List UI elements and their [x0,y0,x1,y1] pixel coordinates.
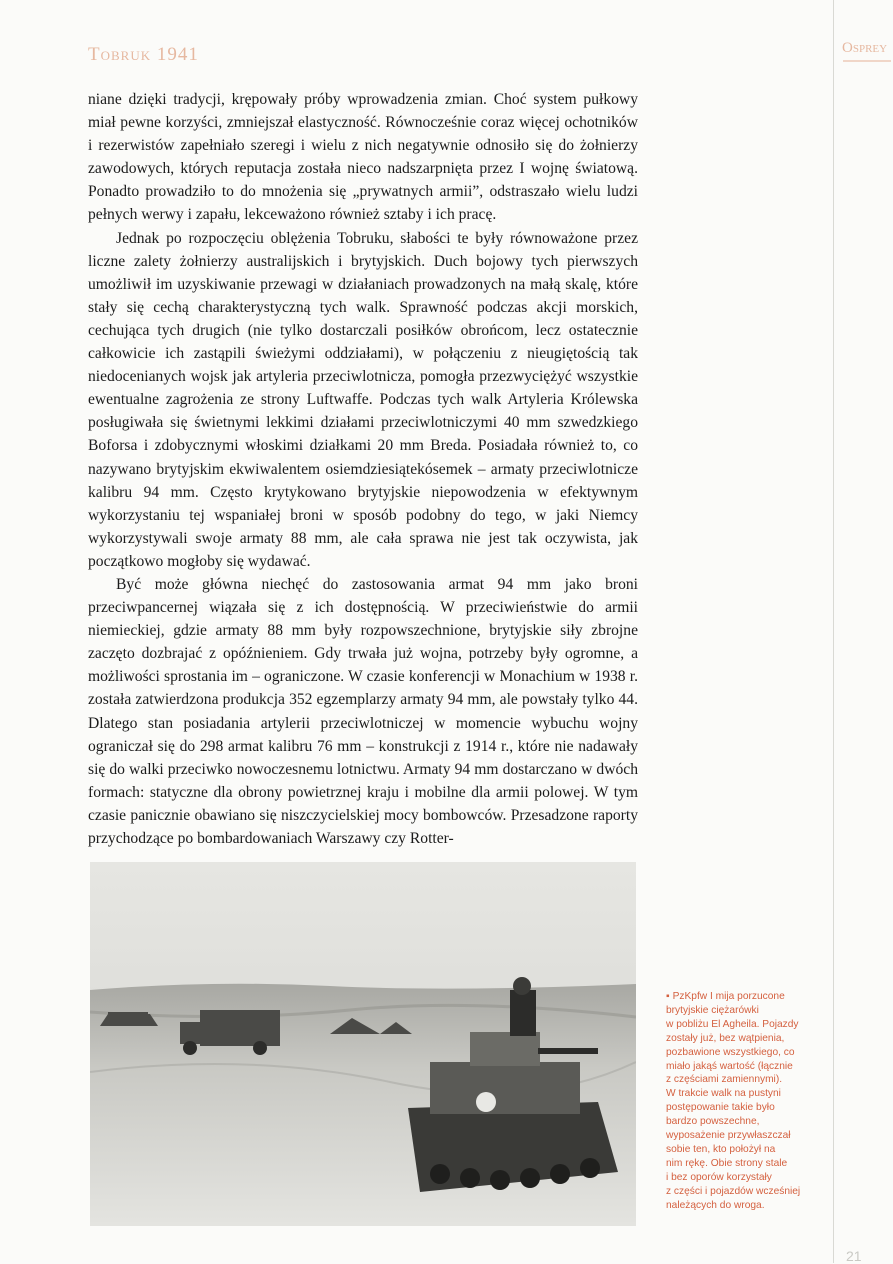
caption-line: bardzo powszechne, [666,1116,760,1128]
caption-line: należących do wroga. [666,1199,765,1211]
caption-line: zostały już, bez wątpienia, [666,1032,785,1044]
running-head: Tobruk 1941 [88,44,199,65]
caption-line: z częściami zamiennymi). [666,1074,783,1086]
paragraph-2: Jednak po rozpoczęciu oblężenia Tobruku, słabości te były równoważone przez liczne zalety żołnierzy australijskich i brytyjskich. Duch bojowy tych pierwszych umożliwił im uzyskiwanie przewagi w działaniach prowadzonych na małą skalę, które stały się cechą charakterystyczną tych walk. Sprawność podczas akcji morskich, cechująca tych drugich (nie tylko dostarczali posiłków obrońcom, lecz ostatecznie całkowicie ich zastąpili świeżymi oddziałami), w połączeniu z nieugiętością tak niedocenianych wojsk jak artyleria przeciwlotnicza, pomogła przezwyciężyć wszystkie ewentualne zagrożenia ze strony Luftwaffe. Podczas tych walk Artyleria Królewska posługiwała się świetnymi lekkimi działami przeciwlotniczymi 40 mm szwedzkiego Boforsa i zdobycznymi włoskimi działkami 20 mm Breda. Posiadała również to, co nazywano brytyjskim ekwiwalentem osiemdziesiątekósemek – armaty przeciwlotnicze kalibru 94 mm. Często krytykowano brytyjskie niepowodzenia w efektywnym wykorzystaniu tej wspaniałej broni w sposób podobny do tego, w jaki Niemcy wykorzystywali swoje armaty 88 mm, ale cała sprawa nie jest tak oczywista, jak początkowo mogłoby się wydawać. [88,229,638,570]
caption-line: pozbawione wszystkiego, co [666,1046,795,1058]
desert-tank-photo [90,862,636,1226]
paragraph-1: niane dzięki tradycji, krępowały próby wprowadzenia zmian. Choć system pułkowy miał pewne korzyści, zmniejszał elastyczność. Równocześnie coraz więcej ochotników i rezerwistów zapełniało szeregi i wielu z nich negatywnie odnosiło się do żołnierzy zawodowych, których reputacja została nieco nadszarpnięta przez I wojnę światową. Ponadto prowadziło to do mnożenia się „prywatnych armii”, odstraszało wielu ludzi pełnych werwy i zapału, lekceważono również sztaby i ich pracę. [88,91,638,224]
caption-line: brytyjskie ciężarówki [666,1004,759,1016]
publisher-mark: Osprey [842,40,888,56]
caption-line: miało jakąś wartość (łącznie [666,1060,793,1072]
photo-caption [666,990,830,1213]
caption-line: w pobliżu El Agheila. Pojazdy [666,1018,799,1030]
paragraph-3: Być może główna niechęć do zastosowania armat 94 mm jako broni przeciwpancernej wiązała się z ich dostępnością. W przeciwieństwie do armii niemieckiej, gdzie armaty 88 mm były rozpowszechnione, brytyjskie siły zbrojne zaczęto dozbrajać z opóźnieniem. Gdy trwała już wojna, potrzeby były ogromne, a możliwości sprostania im – ograniczone. W czasie konferencji w Monachium w 1938 r. została zatwierdzona produkcja 352 egzemplarzy armaty 94 mm, ale powstały tylko 44. Dlatego stan posiadania artylerii przeciwlotniczej w momencie wybuchu wojny ograniczał się do 298 armat kalibru 76 mm – konstrukcji z 1914 r., które nie nadawały się do walki przeciwko nowoczesnemu lotnictwu. Armaty 94 mm dostarczano w dwóch formach: statyczne dla obrony powietrznej kraju i mobilne dla armii polowej. W tym czasie panicznie obawiano się niszczycielskiej mocy bombowców. Przesadzone raporty przychodzące po bombardowaniach Warszawy czy Rotter- [88,575,638,847]
page-number: 21 [846,1248,862,1264]
publisher-underline [843,60,891,62]
page-edge-divider [833,0,834,1263]
caption-line: z części i pojazdów wcześniej [666,1185,801,1197]
caption-line: wyposażenie przywłaszczał [666,1130,791,1142]
caption-line: postępowanie takie było [666,1102,775,1114]
body-text [88,88,638,850]
caption-line: nim rękę. Obie strony stale [666,1157,788,1169]
caption-bullet-icon: ▪ [666,991,670,1002]
caption-line: i bez oporów korzystały [666,1171,772,1183]
caption-line: W trakcie walk na pustyni [666,1088,781,1100]
caption-line: sobie ten, kto położył na [666,1143,776,1155]
caption-line: ▪ PzKpfw I mija porzucone [666,991,785,1002]
